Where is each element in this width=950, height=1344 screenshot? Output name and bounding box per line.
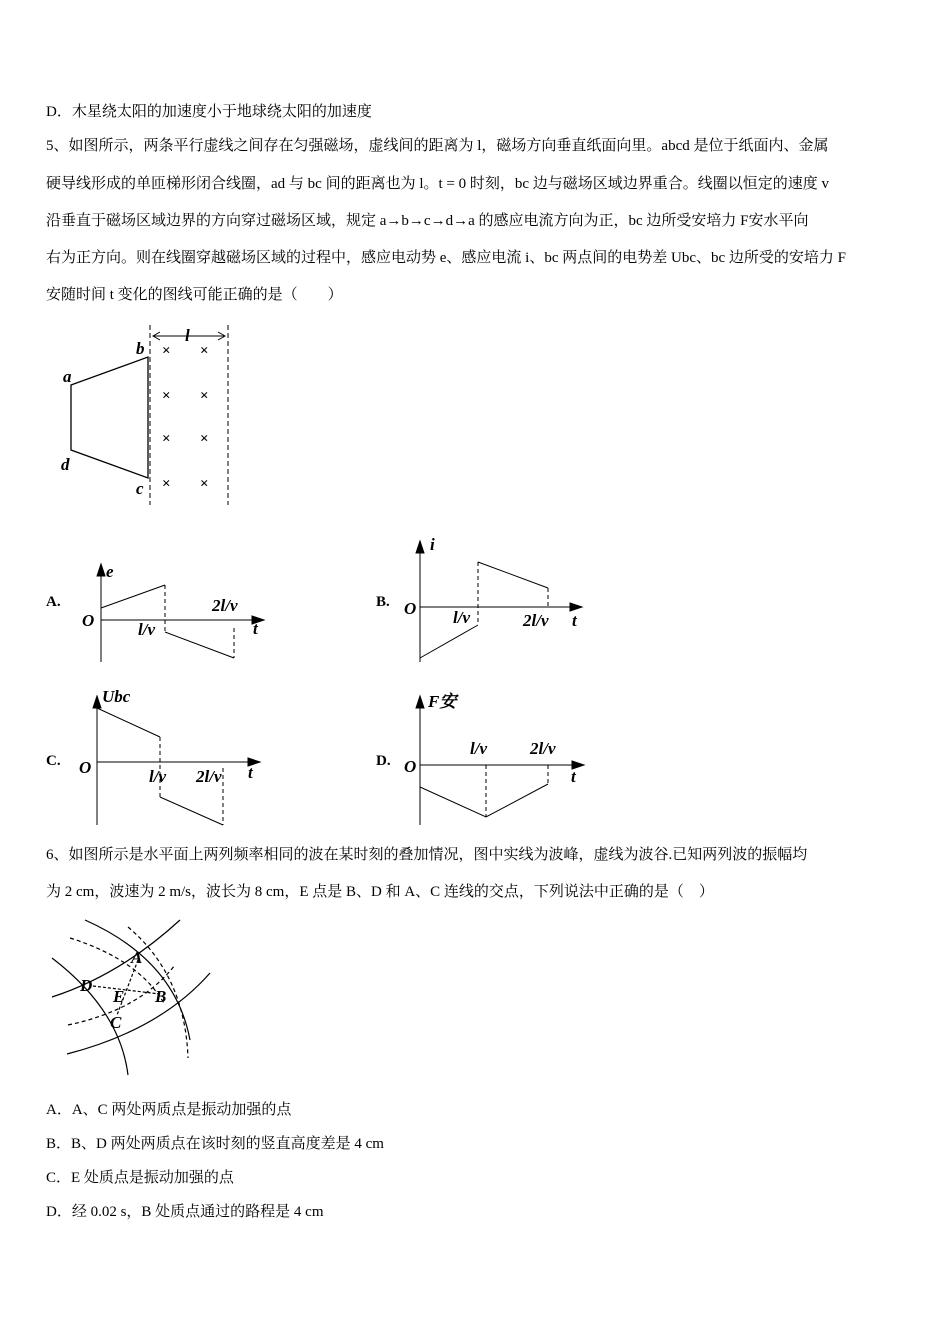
option-b-graph[interactable] (376, 535, 582, 662)
graph-label: t (572, 611, 577, 630)
graph-label: 2l/v (523, 611, 549, 630)
q5-line: 右为正方向。则在线圈穿越磁场区域的过程中，感应电动势 e、感应电流 i、bc 两点间的电势差 Ubc、bc 边所受的安培力 F (46, 250, 846, 266)
field-mark: × (162, 431, 171, 447)
q6-line: 6、如图所示是水平面上两列频率相同的波在某时刻的叠加情况，图中实线为波峰，虚线为波谷.已知两列波的振幅均 (46, 847, 808, 863)
q5-line: 5、如图所示，两条平行虚线之间存在匀强磁场，虚线间的距离为 l，磁场方向垂直纸面向里。abcd 是位于纸面内、金属 (46, 138, 829, 154)
field-mark: × (200, 388, 209, 404)
graph-label: e (106, 562, 114, 581)
field-mark: × (200, 476, 209, 492)
graph-label: l/v (453, 608, 470, 627)
graph-label: C (110, 1013, 122, 1032)
prev-option-d: D．木星绕太阳的加速度小于地球绕太阳的加速度 (46, 104, 372, 120)
graph-label: A (131, 948, 143, 967)
label-a: a (63, 367, 72, 386)
option-c-graph[interactable] (46, 687, 260, 825)
graph-label: i (430, 535, 435, 554)
q6-option-c[interactable]: C．E 处质点是振动加强的点 (46, 1170, 234, 1186)
wave-figure (52, 920, 210, 1075)
graph-label: E (113, 987, 125, 1006)
graph-label: l/v (149, 767, 166, 786)
label-c: c (136, 479, 144, 498)
graph-label: B. (376, 594, 390, 610)
graph-label: B (155, 987, 167, 1006)
q5-line: 硬导线形成的单匝梯形闭合线圈，ad 与 bc 间的距离也为 l。t = 0 时刻，bc 边与磁场区域边界重合。线圈以恒定的速度 v (46, 176, 830, 192)
option-d-graph[interactable] (376, 692, 584, 825)
option-a-graph[interactable] (46, 562, 264, 662)
field-mark: × (162, 476, 171, 492)
q6-option-d[interactable]: D．经 0.02 s，B 处质点通过的路程是 4 cm (46, 1204, 324, 1220)
label-l: l (185, 326, 190, 345)
label-b: b (136, 339, 145, 358)
graph-label: t (571, 767, 576, 786)
graph-label: O (404, 757, 417, 776)
field-mark: × (200, 343, 209, 359)
graph-label: 2l/v (212, 596, 238, 615)
graph-label: O (82, 611, 95, 630)
q6-line: 为 2 cm，波速为 2 m/s，波长为 8 cm，E 点是 B、D 和 A、C 连线的交点，下列说法中正确的是（ ） (46, 884, 714, 900)
field-mark: × (162, 388, 171, 404)
graph-label: 2l/v (196, 767, 222, 786)
trapezoid-coil (71, 357, 148, 478)
q5-line: 沿垂直于磁场区域边界的方向穿过磁场区域，规定 a→b→c→d→a 的感应电流方向为正，bc 边所受安培力 F安水平向 (46, 213, 809, 229)
graph-label: t (253, 619, 258, 638)
graph-label: Ubc (102, 687, 131, 706)
graph-label: D (80, 976, 93, 995)
graph-label: O (79, 758, 92, 777)
graph-label: D. (376, 753, 391, 769)
label-d: d (61, 455, 70, 474)
graph-label: t (248, 763, 253, 782)
graph-label: C. (46, 753, 61, 769)
graph-label: l/v (470, 739, 487, 758)
field-mark: × (162, 343, 171, 359)
graph-label: F安 (428, 692, 457, 711)
q5-line: 安随时间 t 变化的图线可能正确的是（ ） (46, 287, 343, 303)
graph-label: 2l/v (530, 739, 556, 758)
graph-label: A. (46, 594, 61, 610)
field-mark: × (200, 431, 209, 447)
q6-option-b[interactable]: B．B、D 两处两质点在该时刻的竖直高度差是 4 cm (46, 1136, 384, 1152)
graph-label: O (404, 599, 417, 618)
graph-label: l/v (138, 620, 155, 639)
coil-figure (61, 325, 228, 505)
q6-option-a[interactable]: A．A、C 两处两质点是振动加强的点 (46, 1102, 292, 1118)
